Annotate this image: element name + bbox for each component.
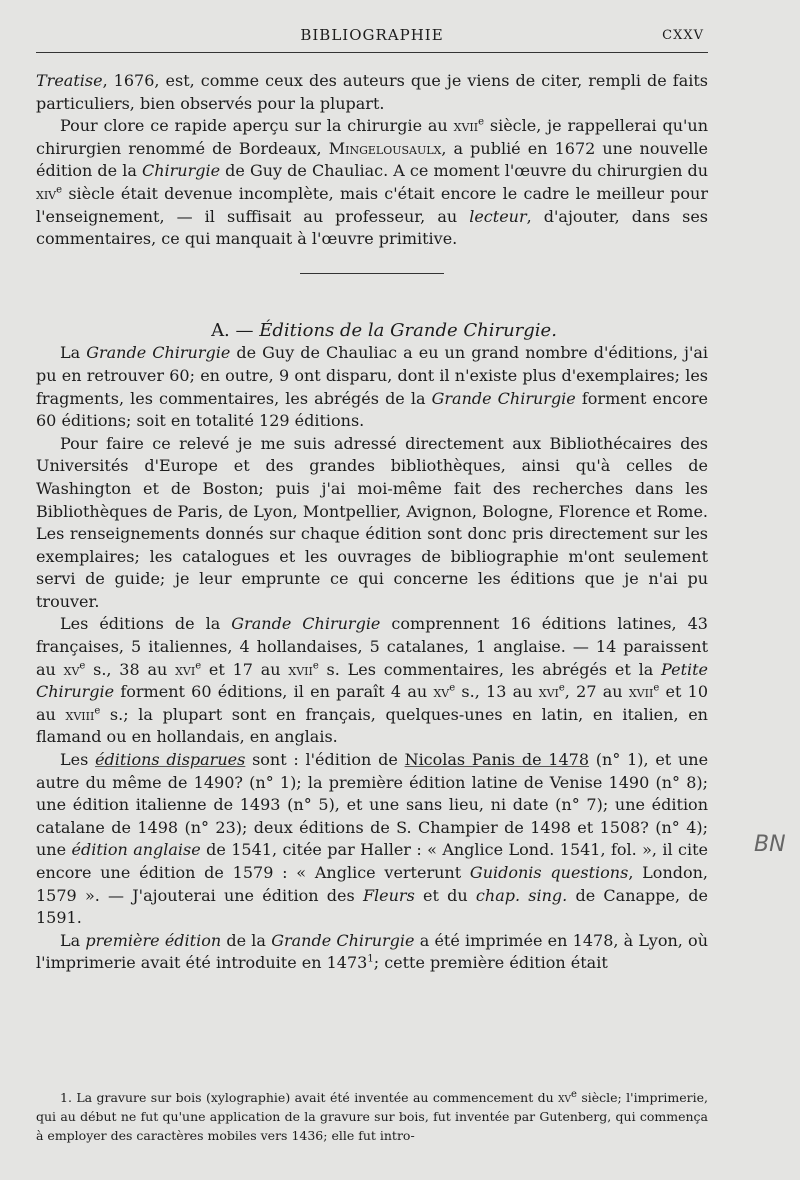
author-name: Mingelousaulx [328, 138, 442, 158]
superscript: e [653, 682, 660, 694]
text-run: comprennent 16 éditions latines, 43 françaises, 5 italiennes, 4 hollandaises, 5 catalanes, 1 anglaise. — 14 paraissent au [36, 614, 708, 679]
superscript: e [478, 116, 484, 128]
handwritten-margin-note: BN [754, 832, 786, 857]
paragraph-7 [36, 930, 708, 975]
text-run: , 27 au [564, 682, 629, 702]
superscript: e [79, 660, 86, 672]
superscript: e [56, 184, 63, 196]
page-number: CXXV [662, 28, 704, 43]
italic-term: Guidonis questions [469, 863, 629, 882]
footnote-text [36, 1088, 708, 1145]
text-run: ; cette première édition était [373, 953, 608, 973]
italic-term: Grande Chirurgie [431, 388, 576, 408]
text-run: , a publié en 1672 une nouvelle édition de la [36, 138, 708, 181]
century-numeral: xviii [65, 704, 95, 724]
century-numeral: xvii [453, 116, 479, 136]
text-run: , 1676, est, comme ceux des auteurs que je viens de citer, rempli de faits particuliers, bien observés pour la plupart. [36, 71, 708, 113]
footnote-marker: 1 [367, 954, 374, 966]
paragraph-6 [36, 749, 708, 930]
superscript: e [94, 705, 101, 717]
century-numeral: xvii [288, 659, 313, 679]
text-run: de 1541, citée par Haller : « Anglice Lond. 1541, fol. », il cite encore une édition de 1579 : « Anglice verterunt [36, 840, 709, 882]
italic-term: Grande Chirurgie [86, 343, 231, 363]
italic-term: Fleurs [362, 885, 415, 905]
text-run: de la [221, 930, 272, 950]
underlined-term: éditions disparues [95, 750, 246, 770]
text-run: de Guy de Chauliac. A ce moment l'œuvre du chirurgien du [220, 161, 709, 181]
paragraph-5 [36, 613, 708, 749]
italic-term: édition anglaise [71, 840, 201, 860]
text-run: a été imprimée en 1478, à Lyon, où l'imprimerie avait été introduite en 1473 [36, 930, 708, 973]
italic-term: Treatise [36, 71, 103, 90]
text-run: s. Les commentaires, les abrégés et la [318, 659, 662, 679]
text-run: Les éditions de la [60, 614, 232, 634]
running-header [36, 22, 708, 53]
century-numeral: xvi [175, 659, 196, 679]
italic-term: lecteur [469, 206, 527, 226]
text-run: s., 13 au [455, 682, 539, 702]
superscript: e [312, 660, 319, 672]
paragraph-2 [36, 115, 708, 251]
century-numeral: xvii [628, 682, 654, 702]
paragraph-4 [36, 433, 708, 614]
text-run: de Guy de Chauliac a eu un grand nombre d'éditions, j'ai pu en retrouver 60; en outre, 9 ont disparu, dont il n'existe plus d'exemplaires; les fragments, les commentaires, les abrégés de la [36, 343, 709, 408]
section-title: Éditions de la Grande Chirurgie. [259, 319, 557, 341]
text-run: de Canappe, de 1591. [36, 885, 709, 928]
underlined-term: Nicolas Panis de 1478 [404, 750, 590, 770]
italic-term: Petite Chirurgie [36, 659, 709, 702]
text-run: et 10 au [36, 682, 708, 724]
century-numeral: xv [63, 659, 80, 679]
text-run: siècle, je rappellerai qu'un chirurgien renommé de Bordeaux, [36, 116, 709, 158]
text-run: (n° 1), et une autre du même de 1490? (n° 1); la première édition latine de Venise 1490 (n° 8); une édition italienne de 1493 (n° 5), et une sans lieu, ni date (n° 7); une édition catalane de 1498 (n° 23); deux éditions de S. Champier de 1498 et 1508? (n° 4); une [36, 750, 709, 860]
italic-term: chap. sing. [475, 885, 568, 905]
superscript: e [449, 682, 456, 694]
text-run: , d'ajouter, dans ses commentaires, ce qui manquait à l'œuvre primitive. [36, 206, 709, 249]
text-run: et 17 au [201, 659, 289, 679]
text-run: forment 60 éditions, il en paraît 4 au [114, 682, 434, 702]
section-letter: A. — [211, 319, 260, 341]
century-numeral: xvi [538, 682, 559, 702]
paragraph-3 [36, 342, 708, 432]
text-run: siècle; l'imprimerie, qui au début ne fut qu'une application de la gravure sur bois, fut inventée par Gutenberg, qui commença à employer des caractères mobiles vers 1436; elle fut intro- [36, 1090, 709, 1143]
text-run: Pour clore ce rapide aperçu sur la chirurgie au [60, 116, 454, 136]
text-run: s.; la plupart sont en français, quelques-unes en latin, en italien, en flamand ou en hollandais, en anglais. [36, 704, 708, 747]
text-run: siècle était devenue incomplète, mais c'était encore le cadre le meilleur pour l'enseignement, — il suffisait au professeur, au [36, 183, 708, 226]
section-divider [300, 273, 444, 274]
century-numeral: xv [433, 682, 450, 702]
text-run: forment encore 60 éditions; soit en totalité 129 éditions. [36, 388, 709, 431]
italic-term: première édition [85, 930, 222, 950]
text-run: Les [60, 750, 96, 770]
superscript: e [195, 660, 202, 672]
text-run: et du [414, 885, 476, 905]
text-run: Pour faire ce relevé je me suis adressé directement aux Bibliothécaires des Universités d'Europe et des grandes bibliothèques, ainsi qu'à celles de Washington et de Boston; puis j'ai moi-même fait des recherches dans les Bibliothèques de Paris, de Lyon, Montpellier, Avignon, Bologne, Florence et Rome. Les renseignements donnés sur chaque édition sont donc pris directement sur les exemplaires; les catalogues et les ouvrages de bibliographie m'ont seulement servi de guide; je leur emprunte ce qui concerne les éditions que je n'ai pu trouver. [36, 433, 708, 611]
italic-term: Chirurgie [141, 161, 221, 181]
text-run: s., 38 au [85, 659, 176, 679]
text-run: La [60, 930, 86, 950]
text-run: 1. La gravure sur bois (xylographie) avait été inventée au commencement du [60, 1090, 559, 1105]
running-title: BIBLIOGRAPHIE [300, 26, 444, 44]
footnote [36, 1088, 708, 1145]
century-numeral: xv [558, 1090, 572, 1105]
section-heading [36, 320, 708, 343]
text-run: sont : l'édition de [245, 750, 405, 770]
italic-term: Grande Chirurgie [231, 614, 381, 634]
paragraph-1 [36, 70, 708, 115]
superscript: e [558, 682, 565, 694]
century-numeral: xiv [36, 183, 57, 203]
superscript: e [571, 1088, 577, 1100]
italic-term: Grande Chirurgie [271, 930, 415, 950]
main-text [36, 70, 708, 975]
text-run: La [60, 343, 87, 363]
text-run: , London, 1579 ». — J'ajouterai une édition des [36, 863, 709, 905]
